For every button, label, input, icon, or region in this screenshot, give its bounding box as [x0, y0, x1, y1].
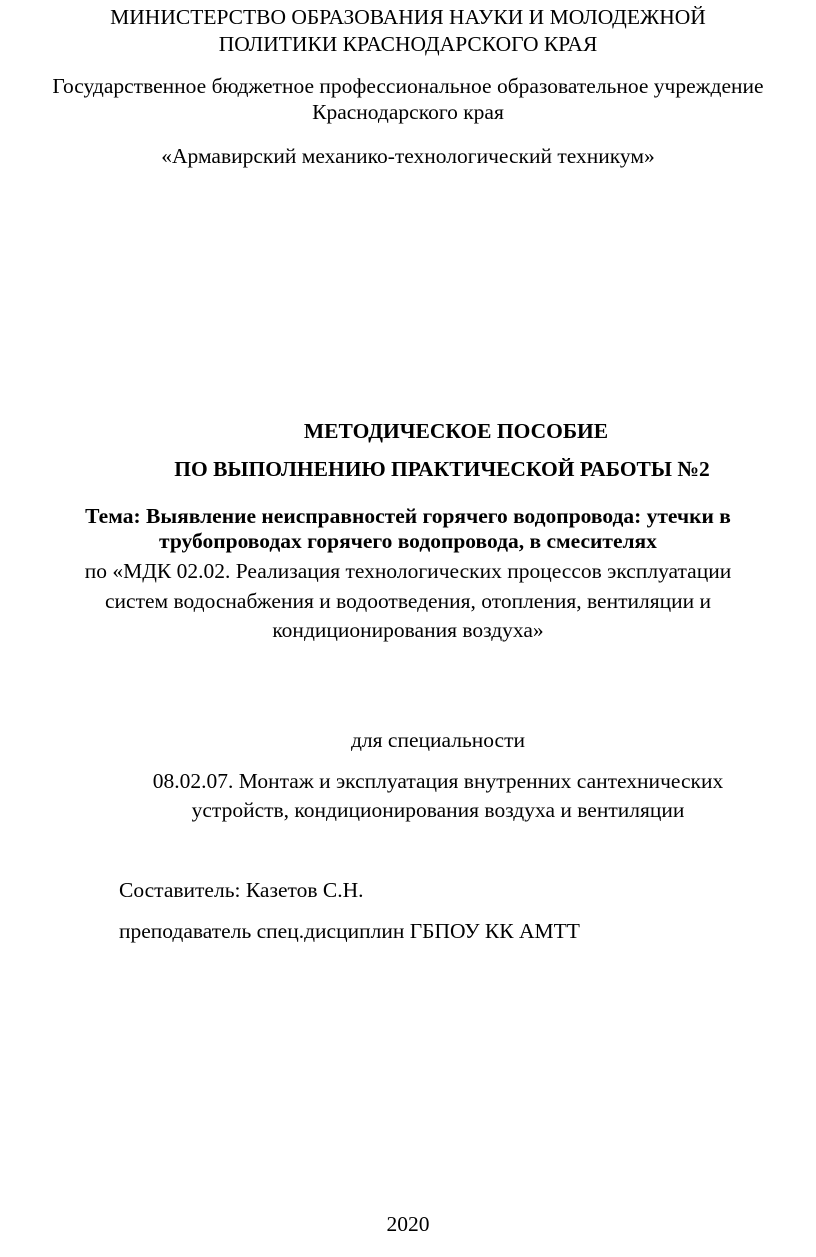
institution-line-2: Краснодарского края	[312, 100, 504, 124]
position-line: преподаватель спец.дисциплин ГБПОУ КК АМТТ	[119, 919, 580, 943]
specialty-line-2: устройств, кондиционирования воздуха и вентиляции	[191, 798, 685, 822]
ministry-line-2: ПОЛИТИКИ КРАСНОДАРСКОГО КРАЯ	[218, 32, 598, 56]
ministry-line-1: МИНИСТЕРСТВО ОБРАЗОВАНИЯ НАУКИ И МОЛОДЕЖНОЙ	[110, 5, 706, 29]
title-line-1: МЕТОДИЧЕСКОЕ ПОСОБИЕ	[303, 419, 609, 443]
year: 2020	[386, 1212, 430, 1236]
institution-line-1: Государственное бюджетное профессиональное образовательное учреждение	[52, 74, 764, 98]
course-line-3: кондиционирования воздуха»	[272, 618, 544, 642]
college-name: «Армавирский механико-технологический техникум»	[161, 144, 655, 168]
title-line-2: ПО ВЫПОЛНЕНИЮ ПРАКТИЧЕСКОЙ РАБОТЫ №2	[174, 457, 710, 481]
specialty-line-1: 08.02.07. Монтаж и эксплуатация внутренних сантехнических	[152, 769, 724, 793]
compiler-line: Составитель: Казетов С.Н.	[119, 878, 364, 902]
course-line-2: систем водоснабжения и водоотведения, отопления, вентиляции и	[105, 589, 711, 613]
specialty-intro: для специальности	[350, 728, 526, 752]
topic-line-2: трубопроводах горячего водопровода, в смесителях	[159, 529, 657, 553]
course-line-1: по «МДК 02.02. Реализация технологических процессов эксплуатации	[84, 559, 732, 583]
topic-line-1: Тема: Выявление неисправностей горячего водопровода: утечки в	[85, 504, 731, 528]
